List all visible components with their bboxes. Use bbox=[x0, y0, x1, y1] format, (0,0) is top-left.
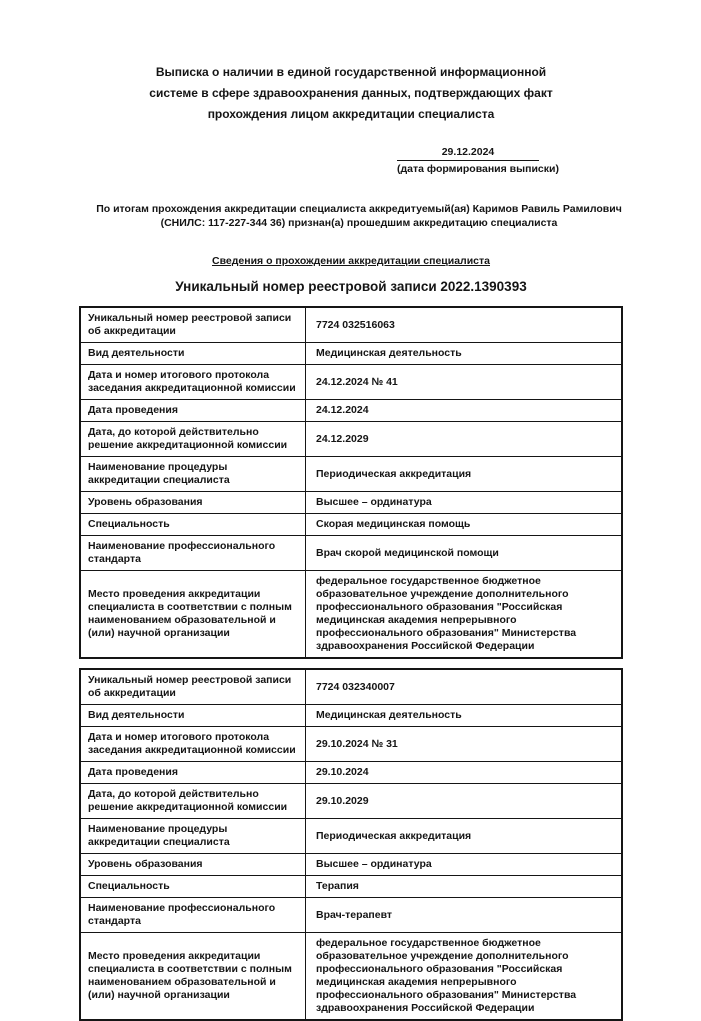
row-label: Дата, до которой действительно решение аккредитационной комиссии bbox=[80, 422, 306, 457]
row-value: Периодическая аккредитация bbox=[306, 819, 623, 854]
row-label: Уровень образования bbox=[80, 492, 306, 514]
row-value: Терапия bbox=[306, 876, 623, 898]
row-value: федеральное государственное бюджетное образовательное учреждение дополнительного профессионального образования "Российская медицинская академия непрерывного профессионального образования" Министерства здравоохранения Российской Федерации bbox=[306, 933, 623, 1021]
table-row bbox=[80, 876, 622, 898]
table-row bbox=[80, 343, 622, 365]
row-value: 7724 032340007 bbox=[306, 669, 623, 705]
row-value: Врач-терапевт bbox=[306, 898, 623, 933]
row-value: 24.12.2029 bbox=[306, 422, 623, 457]
row-value: 29.10.2029 bbox=[306, 784, 623, 819]
table-row bbox=[80, 514, 622, 536]
row-label: Вид деятельности bbox=[80, 705, 306, 727]
table-row bbox=[80, 933, 622, 1021]
table-row bbox=[80, 536, 622, 571]
row-label: Место проведения аккредитации специалиста в соответствии с полным наименованием образовательной и (или) научной организации bbox=[80, 933, 306, 1021]
extract-date-block bbox=[397, 145, 559, 176]
row-label: Уровень образования bbox=[80, 854, 306, 876]
row-label: Наименование профессионального стандарта bbox=[80, 536, 306, 571]
row-value: 29.10.2024 № 31 bbox=[306, 727, 623, 762]
row-value: Скорая медицинская помощь bbox=[306, 514, 623, 536]
row-value: 29.10.2024 bbox=[306, 762, 623, 784]
row-value: 7724 032516063 bbox=[306, 307, 623, 343]
document-title-line-3: прохождения лицом аккредитации специалиста bbox=[207, 107, 495, 121]
row-value: Периодическая аккредитация bbox=[306, 457, 623, 492]
table-row bbox=[80, 492, 622, 514]
row-label: Наименование процедуры аккредитации специалиста bbox=[80, 819, 306, 854]
row-value: 24.12.2024 bbox=[306, 400, 623, 422]
row-label: Уникальный номер реестровой записи об аккредитации bbox=[80, 307, 306, 343]
row-value: Врач скорой медицинской помощи bbox=[306, 536, 623, 571]
row-label: Уникальный номер реестровой записи об аккредитации bbox=[80, 669, 306, 705]
table-row bbox=[80, 365, 622, 400]
row-label: Дата и номер итогового протокола заседания аккредитационной комиссии bbox=[80, 727, 306, 762]
table-row bbox=[80, 898, 622, 933]
table-row bbox=[80, 669, 622, 705]
document-title bbox=[79, 62, 623, 125]
document-title-line-2: системе в сфере здравоохранения данных, подтверждающих факт bbox=[149, 86, 553, 100]
table-row bbox=[80, 762, 622, 784]
row-label: Специальность bbox=[80, 514, 306, 536]
accreditation-table-1 bbox=[79, 306, 623, 659]
table-row bbox=[80, 705, 622, 727]
row-label: Наименование процедуры аккредитации специалиста bbox=[80, 457, 306, 492]
row-value: 24.12.2024 № 41 bbox=[306, 365, 623, 400]
row-value: федеральное государственное бюджетное образовательное учреждение дополнительного профессионального образования "Российская медицинская академия непрерывного профессионального образования" Министерства здравоохранения Российской Федерации bbox=[306, 571, 623, 659]
extract-date: 29.12.2024 bbox=[397, 145, 539, 161]
table-row bbox=[80, 307, 622, 343]
registry-number-heading: Уникальный номер реестровой записи 2022.1390393 bbox=[175, 279, 527, 294]
table-row bbox=[80, 457, 622, 492]
extract-date-caption: (дата формирования выписки) bbox=[397, 163, 559, 175]
table-row bbox=[80, 571, 622, 659]
row-value: Медицинская деятельность bbox=[306, 705, 623, 727]
table-row bbox=[80, 422, 622, 457]
row-label: Дата, до которой действительно решение аккредитационной комиссии bbox=[80, 784, 306, 819]
intro-paragraph: По итогам прохождения аккредитации специалиста аккредитуемый(ая) Каримов Равиль Рамилович (СНИЛС: 117-227-344 36) признан(а) прошедшим аккредитацию специалиста bbox=[96, 203, 622, 229]
table-row bbox=[80, 854, 622, 876]
row-label: Место проведения аккредитации специалиста в соответствии с полным наименованием образовательной и (или) научной организации bbox=[80, 571, 306, 659]
accreditation-table-2 bbox=[79, 668, 623, 1021]
row-value: Высшее – ординатура bbox=[306, 854, 623, 876]
row-label: Наименование профессионального стандарта bbox=[80, 898, 306, 933]
table-row bbox=[80, 400, 622, 422]
section-heading: Сведения о прохождении аккредитации специалиста bbox=[212, 255, 490, 267]
row-label: Дата проведения bbox=[80, 400, 306, 422]
row-label: Дата проведения bbox=[80, 762, 306, 784]
row-label: Специальность bbox=[80, 876, 306, 898]
row-label: Вид деятельности bbox=[80, 343, 306, 365]
row-value: Медицинская деятельность bbox=[306, 343, 623, 365]
table-row bbox=[80, 784, 622, 819]
table-row bbox=[80, 819, 622, 854]
table-row bbox=[80, 727, 622, 762]
row-value: Высшее – ординатура bbox=[306, 492, 623, 514]
row-label: Дата и номер итогового протокола заседания аккредитационной комиссии bbox=[80, 365, 306, 400]
document-title-line-1: Выписка о наличии в единой государственной информационной bbox=[155, 65, 547, 79]
